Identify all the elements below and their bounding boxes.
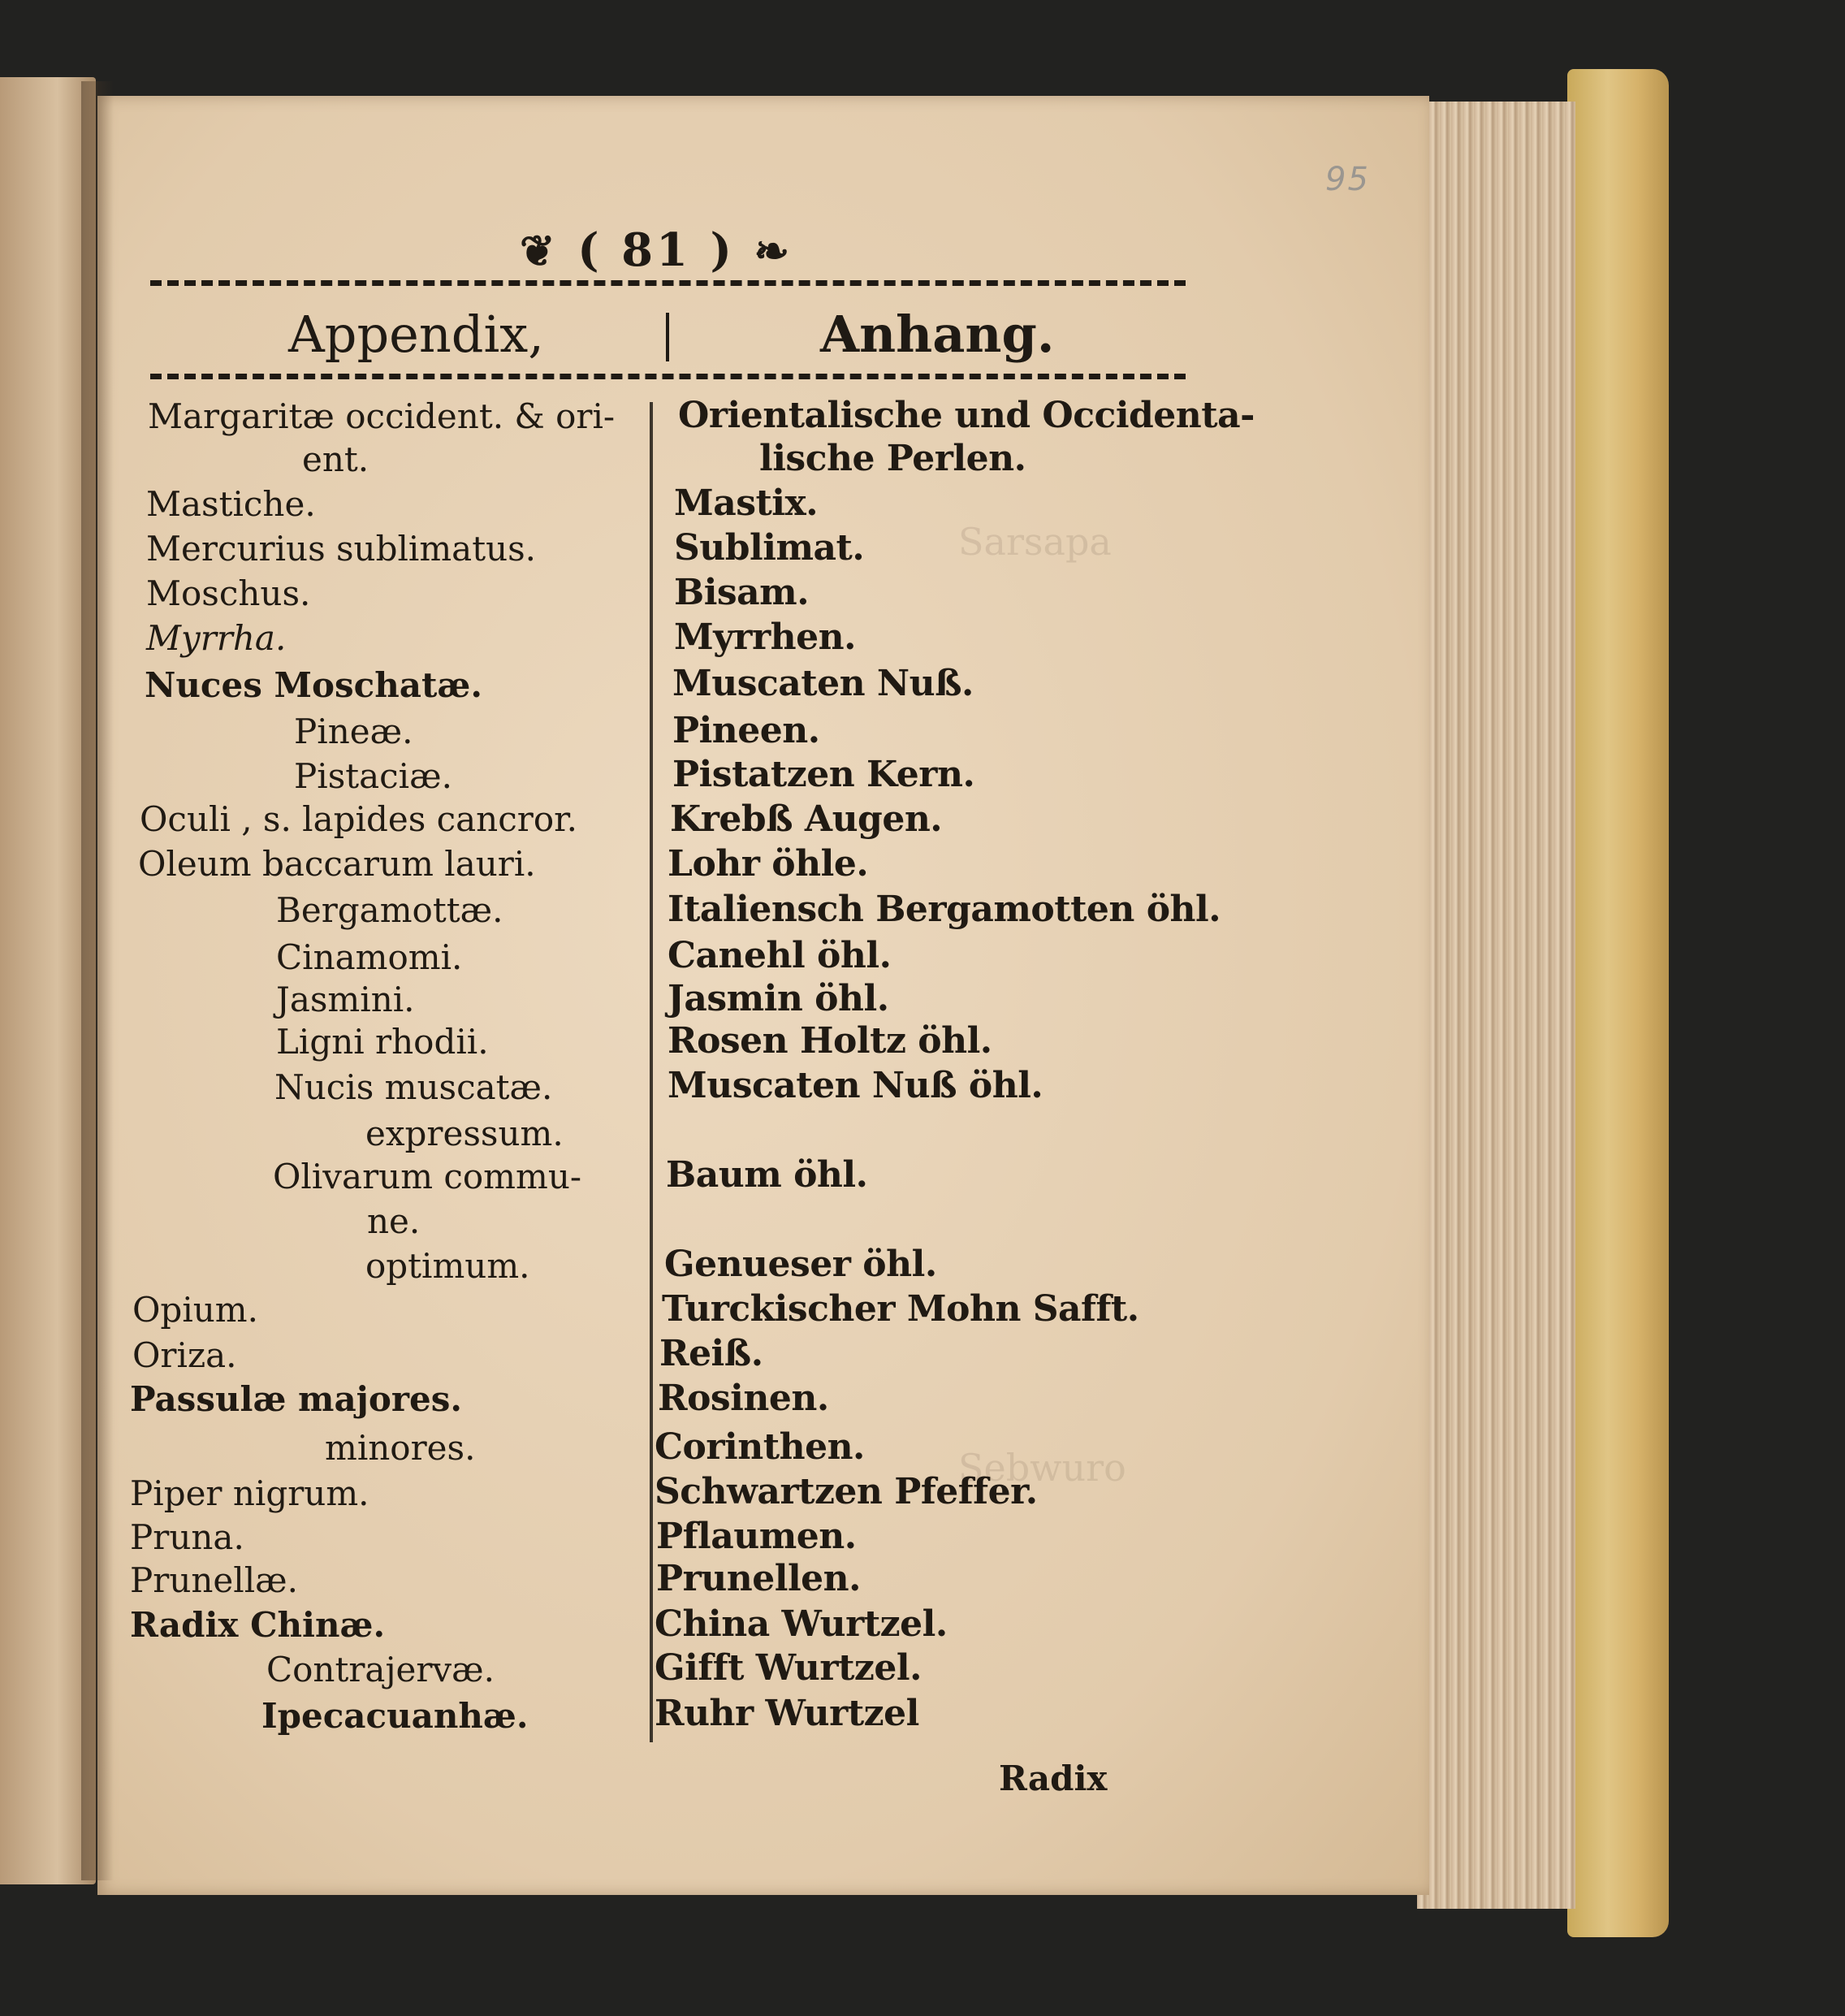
entry-german: Canehl öhl. [668,935,892,976]
entry-german: China Wurtzel. [655,1603,948,1645]
entry-latin: ne. [367,1201,421,1241]
pencil-folio-number: 95 [1325,161,1370,198]
entry-german: Rosinen. [658,1378,829,1419]
entry-latin: Pistaciæ. [294,756,452,796]
entry-latin: Margaritæ occident. & ori- [148,396,616,436]
entry-latin: Mastiche. [146,484,316,524]
entry-german: Muscaten Nuß öhl. [668,1065,1043,1106]
entry-latin: Prunellæ. [130,1560,298,1600]
entry-latin: minores. [325,1428,476,1468]
entry-german: Corinthen. [655,1426,865,1468]
entry-german: Reiß. [659,1333,763,1374]
entry-german: Pflaumen. [656,1516,857,1557]
entry-german: Krebß Augen. [670,798,943,840]
entry-latin: ent. [302,439,369,479]
column-heading-german: Anhang. [820,305,1055,364]
entry-german: Ruhr Wurtzel [655,1693,919,1734]
entry-latin: Pineæ. [294,712,413,751]
entry-german: Sublimat. [674,527,865,569]
column-heading-latin: Appendix, [288,305,544,364]
entry-latin: Contrajervæ. [266,1650,495,1689]
entry-german: Rosen Holtz öhl. [668,1020,992,1062]
entry-german: Turckischer Mohn Safft. [662,1288,1139,1330]
entry-latin: optimum. [365,1246,530,1286]
entry-latin: Piper nigrum. [130,1473,369,1513]
entry-latin: Pruna. [130,1517,244,1557]
entry-latin: Ipecacuanhæ. [261,1696,529,1736]
entry-latin: Mercurius sublimatus. [146,529,537,569]
entry-german: Lohr öhle. [668,843,869,885]
entry-german: Prunellen. [656,1558,861,1599]
entry-latin: Ligni rhodii. [276,1022,489,1062]
entry-latin: Bergamottæ. [276,890,503,930]
entry-german: lische Perlen. [759,438,1026,479]
entry-latin: Nuces Moschatæ. [145,665,482,705]
entry-german: Orientalische und Occidenta- [678,395,1255,436]
entry-german: Gifft Wurtzel. [655,1647,922,1689]
show-through-text: Sarsapa [958,520,1112,564]
entry-german: Muscaten Nuß. [672,663,974,704]
entry-latin: Myrrha. [146,618,287,658]
entry-latin: Oriza. [132,1335,237,1375]
entry-latin: Nucis muscatæ. [274,1067,553,1107]
entry-german: Myrrhen. [674,616,856,658]
entry-german: Schwartzen Pfeffer. [655,1471,1038,1512]
entry-german: Jasmin öhl. [668,978,889,1019]
fleuron-left-icon: ❦ [520,227,559,276]
entry-german: Pineen. [672,710,820,751]
entry-german: Mastix. [674,482,819,524]
entry-german: Pistatzen Kern. [672,754,975,795]
entry-latin: Cinamomi. [276,937,463,977]
catchword: Radix [999,1759,1108,1798]
page-number: ( 81 ) [577,223,735,277]
entry-german: Genueser öhl. [664,1244,937,1285]
entry-german: Italiensch Bergamotten öhl. [668,889,1221,930]
entry-latin: Radix Chinæ. [130,1605,386,1645]
entry-german: Baum öhl. [666,1154,868,1196]
entry-latin: Moschus. [146,573,311,613]
entry-latin: Oleum baccarum lauri. [138,844,536,884]
entry-german: Bisam. [674,572,810,613]
entry-latin: Oculi , s. lapides cancror. [140,799,577,839]
entry-latin: Opium. [132,1290,258,1330]
entry-latin: Jasmini. [276,980,415,1019]
entry-latin: Passulæ majores. [130,1379,463,1419]
show-through-text: Sebwuro [958,1446,1126,1490]
entry-latin: Olivarum commu- [273,1157,582,1196]
entry-latin: expressum. [365,1114,564,1153]
fleuron-right-icon: ❧ [754,227,793,276]
